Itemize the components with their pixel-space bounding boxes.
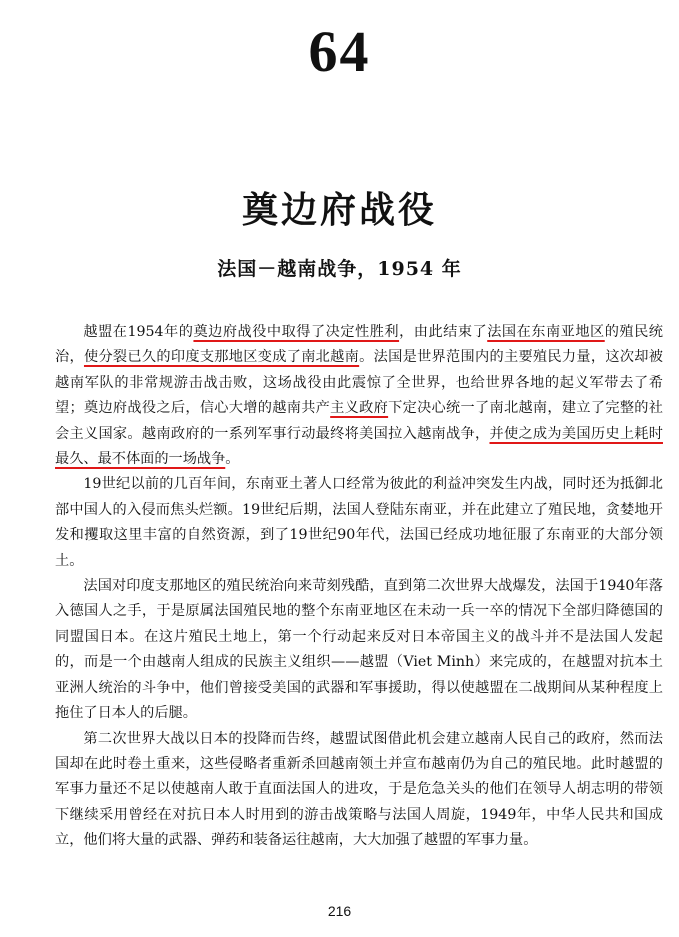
page-number: 216 [327, 903, 352, 919]
text-segment: 下定决心统一了南北越南，建立了完整的社会主义国家。越南政府的一系列军事行动最终将美国拉入越南战争， [55, 400, 663, 442]
text-segment: 。法国是世界范围内的主要殖民力量，这次却被越南军队的非常规游击战击败，这场战役由此震惊了全世界，也给世界各地的起义军带去了希望；奠边府战役之后，信心大增的越南共产 [55, 349, 663, 417]
text-segment: ，由此结束了 [399, 324, 488, 340]
text-segment: 。 [225, 451, 240, 468]
text-segment: 的殖民统治， [55, 324, 663, 366]
paragraph-3: 法国对印度支那地区的殖民统治向来苛刻残酷，直到第二次世界大战爆发，法国于1940年落入德国人之手，于是原属法国殖民地的整个东南亚地区在未动一兵一卒的情况下全部归降德国的同盟国日本。在这片殖民土地上，第一个行动起来反对日本帝国主义的战斗并不是法国人发起的，而是一个由越南人组成的民族主义组织——越盟（Viet Minh）来完成的，在越盟对抗本土亚洲人统治的斗争中，他们曾接受美国的武器和军事援助，得以使越盟在二战期间从某种程度上拖住了日本人的后腿。 [55, 578, 663, 722]
chapter-number: 64 [308, 19, 371, 84]
underlined-text: 并使之成为美国历史上耗时最久、最不体面的一场战争 [55, 425, 663, 468]
chapter-title: 奠边府战役 [241, 189, 437, 231]
paragraph-4: 第二次世界大战以日本的投降而告终，越盟试图借此机会建立越南人民自己的政府，然而法国却在此时卷土重来，这些侵略者重新杀回越南领土并宣布越南仍为自己的殖民地。此时越盟的军事力量还不足以使越南人敢于直面法国人的进攻，于是危急关头的他们在领导人胡志明的带领下继续采用曾经在对抗日本人时用到的游击战策略与法国人周旋，1949年，中华人民共和国成立，他们将大量的武器、弹药和装备运往越南，大大加强了越盟的军事力量。 [55, 730, 663, 849]
underlined-text: 法国在东南亚地区 [487, 324, 605, 340]
underlined-text: 主义政府 [330, 400, 389, 417]
text-segment: 越盟在1954年的 [83, 324, 194, 340]
underlined-text: 奠边府战役中取得了决定性胜利 [193, 324, 400, 340]
underlined-text: 使分裂已久的印度支那地区变成了南北越南 [83, 349, 360, 366]
body-text [55, 320, 663, 854]
paragraph-2: 19世纪以前的几百年间，东南亚土著人口经常为彼此的利益冲突发生内战，同时还为抵御北部中国人的入侵而焦头烂额。19世纪后期，法国人登陆东南亚，并在此建立了殖民地，贪婪地开发和攫取这里丰富的自然资源，到了19世纪90年代，法国已经成功地征服了东南亚的大部分领土。 [55, 476, 663, 569]
chapter-subtitle: 法国－越南战争，1954 年 [217, 258, 462, 280]
paragraph-1 [55, 320, 663, 472]
